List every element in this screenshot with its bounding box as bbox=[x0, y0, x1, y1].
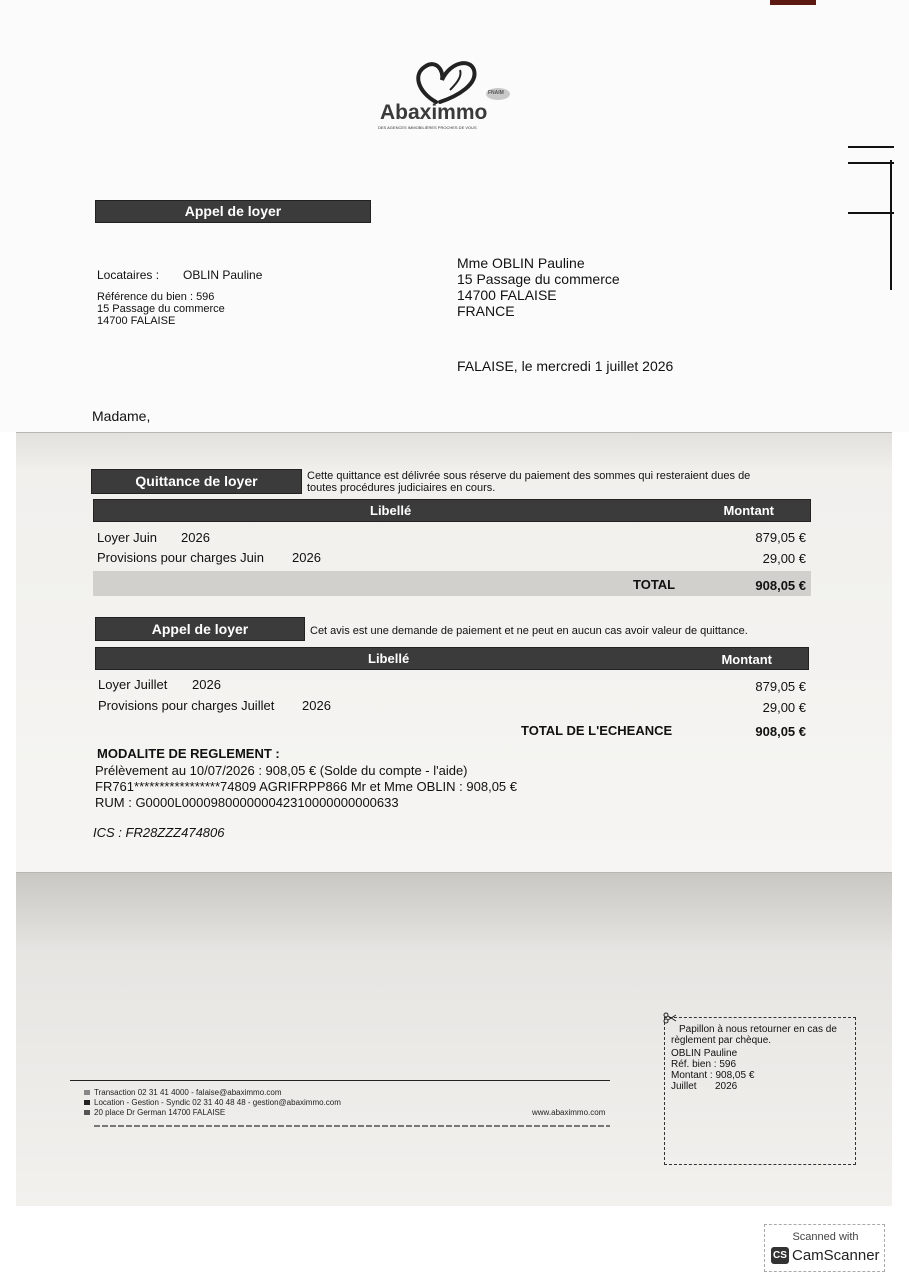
table-row-period: 2026 bbox=[192, 677, 221, 692]
footer-line2 bbox=[84, 1098, 341, 1108]
payment-title: MODALITE DE REGLEMENT : bbox=[97, 746, 280, 761]
appel-table-header bbox=[95, 647, 809, 670]
total-amount: 908,05 € bbox=[755, 724, 806, 739]
table-row-label: Provisions pour charges Juin bbox=[97, 550, 264, 565]
quittance-table-header bbox=[93, 499, 811, 522]
tenant-label: Locataires : bbox=[97, 268, 160, 282]
recipient-line3: 14700 FALAISE bbox=[457, 287, 557, 303]
date-line: FALAISE, le mercredi 1 juillet 2026 bbox=[457, 358, 674, 374]
column-amount: Montant bbox=[723, 503, 774, 518]
scissors-icon bbox=[663, 1012, 677, 1024]
payment-rum: RUM : G0000L000098000000042310000000000633 bbox=[95, 795, 399, 810]
fnaim-badge: FNAIM bbox=[488, 90, 504, 96]
table-row-period: 2026 bbox=[292, 550, 321, 565]
edge-mark bbox=[848, 146, 894, 148]
table-row-label: Loyer Juin bbox=[97, 530, 157, 545]
column-amount: Montant bbox=[721, 652, 772, 667]
column-label: Libellé bbox=[368, 651, 410, 666]
heading-bar: Appel de loyer bbox=[95, 200, 371, 223]
bullet-icon bbox=[84, 1090, 90, 1095]
table-row-amount: 879,05 € bbox=[755, 679, 806, 694]
footer-website: www.abaximmo.com bbox=[532, 1108, 606, 1117]
quittance-badge: Quittance de loyer bbox=[91, 469, 302, 494]
table-row-amount: 879,05 € bbox=[755, 530, 806, 545]
camscanner-name: CamScanner bbox=[792, 1247, 880, 1264]
return-slip bbox=[664, 1017, 856, 1165]
table-row-amount: 29,00 € bbox=[762, 551, 806, 566]
legal-fine-print bbox=[94, 1125, 610, 1127]
appel-badge: Appel de loyer bbox=[95, 617, 305, 641]
tenant-name: OBLIN Pauline bbox=[183, 268, 263, 282]
table-row-period: 2026 bbox=[181, 530, 210, 545]
footer-management: Location - Gestion - Syndic 02 31 40 48 48 - gestion@abaximmo.com bbox=[94, 1098, 341, 1107]
logo-heart-icon bbox=[378, 52, 528, 108]
scanned-with-label: Scanned with bbox=[792, 1231, 859, 1243]
recipient-line1: Mme OBLIN Pauline bbox=[457, 255, 585, 271]
payment-line2: FR761*****************74809 AGRIFRPP866 Mr et Mme OBLIN : 908,05 € bbox=[95, 779, 517, 794]
property-address-line2: 14700 FALAISE bbox=[97, 315, 176, 327]
edge-mark bbox=[848, 162, 894, 164]
payment-ics: ICS : FR28ZZZ474806 bbox=[93, 825, 225, 840]
slip-reference: Réf. bien : 596 bbox=[671, 1059, 737, 1070]
slip-instruction-line1: Papillon à nous retourner en cas de bbox=[679, 1024, 837, 1035]
slip-year: 2026 bbox=[715, 1081, 738, 1092]
appel-note: Cet avis est une demande de paiement et ne peut en aucun cas avoir valeur de quittance. bbox=[310, 625, 748, 637]
edge-mark bbox=[770, 0, 816, 5]
salutation: Madame, bbox=[92, 408, 151, 424]
slip-amount: Montant : 908,05 € bbox=[671, 1070, 755, 1081]
footer-transaction: Transaction 02 31 41 4000 - falaise@abaximmo.com bbox=[94, 1088, 282, 1097]
total-label: TOTAL bbox=[633, 577, 676, 592]
edge-mark bbox=[890, 160, 892, 290]
slip-name: OBLIN Pauline bbox=[671, 1048, 738, 1059]
property-address-line1: 15 Passage du commerce bbox=[97, 303, 225, 315]
total-amount: 908,05 € bbox=[755, 578, 806, 593]
total-label: TOTAL DE L'ECHEANCE bbox=[521, 723, 673, 738]
recipient-line2: 15 Passage du commerce bbox=[457, 271, 620, 287]
bullet-icon bbox=[84, 1110, 90, 1115]
table-row-label: Loyer Juillet bbox=[98, 677, 168, 692]
footer-line3 bbox=[84, 1108, 225, 1118]
slip-instruction-line2: règlement par chèque. bbox=[671, 1035, 772, 1046]
footer-line1 bbox=[84, 1088, 281, 1098]
fold-line bbox=[16, 872, 892, 873]
slip-month: Juillet bbox=[671, 1081, 697, 1092]
camscanner-watermark bbox=[764, 1224, 885, 1272]
footer-divider bbox=[70, 1080, 610, 1081]
quittance-total-row bbox=[93, 571, 811, 596]
property-reference: Référence du bien : 596 bbox=[97, 291, 215, 303]
quittance-note-line1: Cette quittance est délivrée sous réserve du paiement des sommes qui resteraient dues de bbox=[307, 470, 751, 482]
fold-line bbox=[16, 432, 892, 433]
recipient-line4: FRANCE bbox=[457, 303, 515, 319]
payment-line1: Prélèvement au 10/07/2026 : 908,05 € (Solde du compte - l'aide) bbox=[95, 763, 468, 778]
bullet-icon bbox=[84, 1100, 90, 1105]
camscanner-badge-icon: CS bbox=[771, 1247, 789, 1264]
table-row-amount: 29,00 € bbox=[762, 700, 806, 715]
quittance-note-line2: toutes procédures judiciaires en cours. bbox=[307, 482, 496, 494]
logo bbox=[378, 52, 528, 132]
table-row-period: 2026 bbox=[302, 698, 331, 713]
edge-mark bbox=[848, 212, 894, 214]
table-row-label: Provisions pour charges Juillet bbox=[98, 698, 275, 713]
column-label: Libellé bbox=[370, 503, 412, 518]
footer-address: 20 place Dr German 14700 FALAISE bbox=[94, 1108, 226, 1117]
logo-wordmark: Abaximmo bbox=[380, 101, 488, 124]
logo-tagline: DES AGENCES IMMOBILIÈRES PROCHES DE VOUS bbox=[378, 125, 477, 130]
